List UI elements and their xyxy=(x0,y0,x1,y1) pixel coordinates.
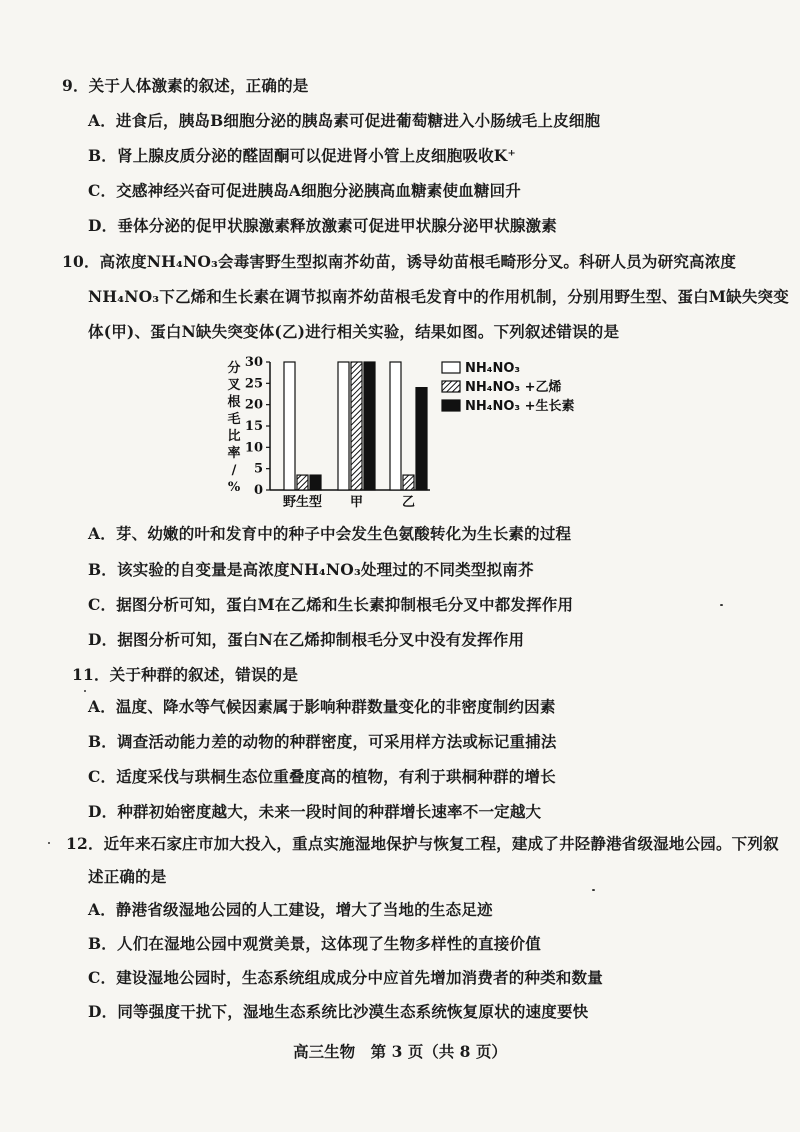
q12-option-b: B．人们在湿地公园中观赏美景，这体现了生物多样性的直接价值 xyxy=(88,934,541,953)
y-axis-ticks xyxy=(245,355,270,498)
q9-option-b: B．肾上腺皮质分泌的醛固酮可以促进肾小管上皮细胞吸收K⁺ xyxy=(88,146,516,165)
scan-speck xyxy=(48,842,50,844)
x-category-label: 野生型 xyxy=(282,495,323,510)
y-tick-label: 20 xyxy=(244,397,263,413)
legend-label: NH₄NO₃ xyxy=(465,361,521,376)
legend-swatch xyxy=(442,362,460,373)
q10-stem-line3: 体(甲)、蛋白N缺失突变体(乙)进行相关实验，结果如图。下列叙述错误的是 xyxy=(88,322,620,341)
q10-option-d: D．据图分析可知，蛋白N在乙烯抑制根毛分叉中没有发挥作用 xyxy=(88,630,525,649)
q12-option-c: C．建设湿地公园时，生态系统组成成分中应首先增加消费者的种类和数量 xyxy=(88,968,603,987)
bars xyxy=(284,362,427,490)
q9-option-a: A．进食后，胰岛B细胞分泌的胰岛素可促进葡萄糖进入小肠绒毛上皮细胞 xyxy=(88,111,601,130)
x-axis-categories xyxy=(283,494,415,510)
y-tick-label: 10 xyxy=(244,440,263,456)
scan-speck xyxy=(592,889,595,891)
bar-2-1 xyxy=(338,362,349,490)
q11-option-b: B．调查活动能力差的动物的种群密度，可采用样方法或标记重捕法 xyxy=(88,732,557,751)
scan-speck xyxy=(84,690,86,692)
q11-option-a: A．温度、降水等气候因素属于影响种群数量变化的非密度制约因素 xyxy=(88,697,556,716)
y-axis-label xyxy=(227,360,240,495)
q11-option-d: D．种群初始密度越大，未来一段时间的种群增长速率不一定越大 xyxy=(88,802,542,821)
bar-2-3 xyxy=(364,362,375,490)
legend xyxy=(442,361,575,414)
bar-chart xyxy=(220,352,580,512)
q10-option-a: A．芽、幼嫩的叶和发育中的种子中会发生色氨酸转化为生长素的过程 xyxy=(88,524,572,543)
bar-1-2 xyxy=(297,475,308,490)
q11-stem: 11．关于种群的叙述，错误的是 xyxy=(72,665,299,684)
bar-1-1 xyxy=(284,362,295,490)
x-category-label: 甲 xyxy=(349,495,364,510)
q10-stem-line1: 10．高浓度NH₄NO₃会毒害野生型拟南芥幼苗，诱导幼苗根毛畸形分叉。科研人员为研究高浓度 xyxy=(62,252,737,271)
legend-label: NH₄NO₃ +生长素 xyxy=(465,399,575,414)
y-tick-label: 5 xyxy=(253,461,263,477)
y-tick-label: 15 xyxy=(244,419,263,434)
scan-speck xyxy=(720,604,723,606)
bar-3-2 xyxy=(403,475,414,490)
q11-option-c: C．适度采伐与珙桐生态位重叠度高的植物，有利于珙桐种群的增长 xyxy=(88,767,556,786)
legend-swatch xyxy=(442,381,460,392)
q12-stem-line2: 述正确的是 xyxy=(88,867,167,886)
q9-option-d: D．垂体分泌的促甲状腺激素释放激素可促进甲状腺分泌甲状腺激素 xyxy=(88,216,557,235)
x-category-label: 乙 xyxy=(401,495,416,510)
q10-option-c: C．据图分析可知，蛋白M在乙烯和生长素抑制根毛分叉中都发挥作用 xyxy=(88,595,574,614)
bar-3-3 xyxy=(416,388,427,490)
q12-stem-line1: 12．近年来石家庄市加大投入，重点实施湿地保护与恢复工程，建成了井陉静港省级湿地公园。下列叙 xyxy=(66,834,779,853)
q9-stem: 9．关于人体激素的叙述，正确的是 xyxy=(62,76,309,95)
page-footer: 高三生物 第 3 页（共 8 页） xyxy=(293,1042,507,1061)
q10-option-b: B．该实验的自变量是高浓度NH₄NO₃处理过的不同类型拟南芥 xyxy=(88,560,534,579)
bar-1-3 xyxy=(310,475,321,490)
legend-swatch xyxy=(442,400,460,411)
bar-3-1 xyxy=(390,362,401,490)
y-tick-label: 0 xyxy=(253,483,263,498)
y-tick-label: 25 xyxy=(244,376,263,392)
bar-2-2 xyxy=(351,362,362,490)
legend-label: NH₄NO₃ +乙烯 xyxy=(465,380,562,395)
q9-option-c: C．交感神经兴奋可促进胰岛A细胞分泌胰高血糖素使血糖回升 xyxy=(88,181,521,200)
q12-option-d: D．同等强度干扰下，湿地生态系统比沙漠生态系统恢复原状的速度要快 xyxy=(88,1002,589,1021)
y-tick-label: 30 xyxy=(244,355,263,370)
q12-option-a: A．静港省级湿地公园的人工建设，增大了当地的生态足迹 xyxy=(88,900,493,919)
y-axis-label-text: 分叉根毛比率/ % xyxy=(227,361,241,495)
q10-stem-line2: NH₄NO₃下乙烯和生长素在调节拟南芥幼苗根毛发育中的作用机制，分别用野生型、蛋白M缺失突变 xyxy=(88,287,789,306)
